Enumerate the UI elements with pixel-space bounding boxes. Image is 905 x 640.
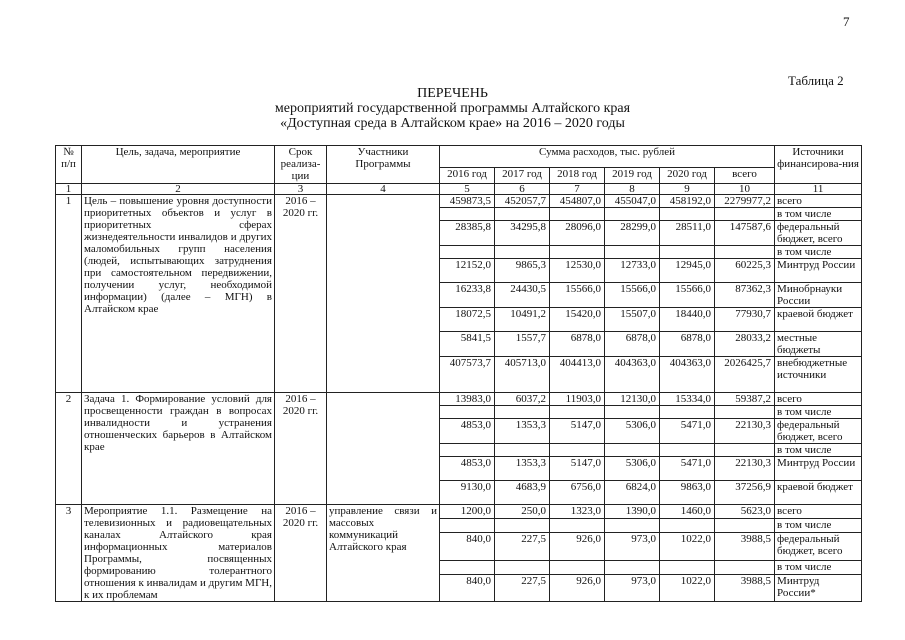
funding-source: краевой бюджет (775, 308, 862, 332)
year-value-cell: 28096,0 (550, 221, 605, 246)
total-cell (715, 560, 775, 574)
total-cell: 22130,3 (715, 457, 775, 481)
funding-source: всего (775, 393, 862, 406)
header-year-2018: 2018 год (550, 168, 605, 184)
year-value-cell (550, 444, 605, 457)
funding-source: Минтруд России (775, 457, 862, 481)
year-value-cell (550, 208, 605, 221)
year-value-cell: 1022,0 (660, 574, 715, 601)
year-value-cell: 5306,0 (605, 419, 660, 444)
funding-source: в том числе (775, 560, 862, 574)
total-cell: 147587,6 (715, 221, 775, 246)
term-text: 2016 – 2020 гг. (275, 393, 327, 505)
year-value-cell: 5306,0 (605, 457, 660, 481)
year-value-cell (495, 208, 550, 221)
year-value-cell: 973,0 (605, 574, 660, 601)
column-number-8: 8 (605, 184, 660, 195)
funding-source: Минтруд России (775, 259, 862, 283)
header-year-2020: 2020 год (660, 168, 715, 184)
table-label: Таблица 2 (788, 73, 844, 88)
column-number-4: 4 (327, 184, 440, 195)
year-value-cell: 1323,0 (550, 505, 605, 519)
year-value-cell: 6037,2 (495, 393, 550, 406)
goal-text: Цель – повышение уровня доступности приоритетных объектов и услуг в приоритетных сферах жизнедеятельности инвалидов и других маломобильных групп населения (людей, испытывающих затруднения при самостоятельном передвижении, получении услуг, необходимой информации) (далее – МГН) в Алтайском крае (82, 195, 275, 393)
funding-source: всего (775, 195, 862, 208)
doc-subtitle-line2: «Доступная среда в Алтайском крае» на 2016 – 2020 годы (280, 116, 625, 131)
year-value-cell (440, 406, 495, 419)
year-value-cell: 404363,0 (660, 357, 715, 393)
year-value-cell (660, 560, 715, 574)
column-number-9: 9 (660, 184, 715, 195)
year-value-cell: 5471,0 (660, 419, 715, 444)
year-value-cell: 458192,0 (660, 195, 715, 208)
column-number-11: 11 (775, 184, 862, 195)
year-value-cell (605, 406, 660, 419)
year-value-cell: 34295,8 (495, 221, 550, 246)
total-cell (715, 444, 775, 457)
year-value-cell: 28511,0 (660, 221, 715, 246)
year-value-cell: 28299,0 (605, 221, 660, 246)
year-value-cell: 1353,3 (495, 419, 550, 444)
term-text: 2016 – 2020 гг. (275, 505, 327, 602)
year-value-cell: 12152,0 (440, 259, 495, 283)
year-value-cell: 1200,0 (440, 505, 495, 519)
total-cell: 87362,3 (715, 283, 775, 308)
year-value-cell: 6756,0 (550, 481, 605, 505)
year-value-cell: 11903,0 (550, 393, 605, 406)
year-value-cell (660, 208, 715, 221)
year-value-cell: 926,0 (550, 533, 605, 560)
year-value-cell (605, 246, 660, 259)
header-sources: Источники финансирова-ния (775, 146, 862, 184)
year-value-cell: 459873,5 (440, 195, 495, 208)
year-value-cell: 15507,0 (605, 308, 660, 332)
row-number: 3 (56, 505, 82, 602)
year-value-cell (660, 246, 715, 259)
year-value-cell: 250,0 (495, 505, 550, 519)
year-value-cell: 6878,0 (605, 332, 660, 357)
header-sum: Сумма расходов, тыс. рублей (440, 146, 775, 168)
year-value-cell: 18072,5 (440, 308, 495, 332)
measures-table (55, 145, 862, 602)
total-cell: 3988,5 (715, 574, 775, 601)
year-value-cell (550, 560, 605, 574)
year-value-cell (495, 406, 550, 419)
year-value-cell (495, 444, 550, 457)
participants-text: управление связи и массовых коммуникаций Алтайского края (327, 505, 440, 602)
year-value-cell: 452057,7 (495, 195, 550, 208)
funding-source: краевой бюджет (775, 481, 862, 505)
year-value-cell (660, 519, 715, 533)
doc-subtitle-line1: мероприятий государственной программы Алтайского края (274, 101, 631, 116)
year-value-cell (660, 444, 715, 457)
year-value-cell (550, 246, 605, 259)
year-value-cell (605, 208, 660, 221)
year-value-cell: 5841,5 (440, 332, 495, 357)
year-value-cell: 12130,0 (605, 393, 660, 406)
year-value-cell: 227,5 (495, 574, 550, 601)
year-value-cell: 18440,0 (660, 308, 715, 332)
total-cell: 2279977,2 (715, 195, 775, 208)
total-cell: 2026425,7 (715, 357, 775, 393)
year-value-cell (440, 444, 495, 457)
funding-source: внебюджетные источники (775, 357, 862, 393)
year-value-cell: 1390,0 (605, 505, 660, 519)
header-term: Срок реализа-ции (275, 146, 327, 184)
funding-source: федеральный бюджет, всего (775, 533, 862, 560)
header-year-2019: 2019 год (605, 168, 660, 184)
year-value-cell: 9130,0 (440, 481, 495, 505)
year-value-cell: 407573,7 (440, 357, 495, 393)
header-year-2017: 2017 год (495, 168, 550, 184)
year-value-cell (440, 208, 495, 221)
year-value-cell (605, 519, 660, 533)
page-number: 7 (843, 14, 850, 29)
year-value-cell: 10491,2 (495, 308, 550, 332)
total-cell (715, 406, 775, 419)
year-value-cell: 1022,0 (660, 533, 715, 560)
header-num: № п/п (56, 146, 82, 184)
header-participants: Участники Программы (327, 146, 440, 184)
column-number-10: 10 (715, 184, 775, 195)
funding-source: федеральный бюджет, всего (775, 221, 862, 246)
funding-source: местные бюджеты (775, 332, 862, 357)
funding-source: федеральный бюджет, всего (775, 419, 862, 444)
funding-source: Минтруд России* (775, 574, 862, 601)
year-value-cell (605, 560, 660, 574)
year-value-cell (440, 246, 495, 259)
total-cell: 37256,9 (715, 481, 775, 505)
total-cell (715, 246, 775, 259)
year-value-cell: 973,0 (605, 533, 660, 560)
total-cell: 28033,2 (715, 332, 775, 357)
year-value-cell: 12530,0 (550, 259, 605, 283)
year-value-cell: 6878,0 (550, 332, 605, 357)
year-value-cell (660, 406, 715, 419)
year-value-cell (495, 519, 550, 533)
year-value-cell: 12945,0 (660, 259, 715, 283)
year-value-cell: 454807,0 (550, 195, 605, 208)
year-value-cell: 15566,0 (550, 283, 605, 308)
year-value-cell: 227,5 (495, 533, 550, 560)
term-text: 2016 – 2020 гг. (275, 195, 327, 393)
funding-source: в том числе (775, 246, 862, 259)
year-value-cell: 404363,0 (605, 357, 660, 393)
year-value-cell: 5147,0 (550, 419, 605, 444)
funding-source: в том числе (775, 444, 862, 457)
header-total: всего (715, 168, 775, 184)
row-number: 1 (56, 195, 82, 393)
funding-source: в том числе (775, 519, 862, 533)
table-row (56, 505, 862, 519)
year-value-cell (440, 519, 495, 533)
total-cell: 3988,5 (715, 533, 775, 560)
column-number-5: 5 (440, 184, 495, 195)
year-value-cell: 9865,3 (495, 259, 550, 283)
year-value-cell: 4683,9 (495, 481, 550, 505)
year-value-cell: 15334,0 (660, 393, 715, 406)
year-value-cell (495, 560, 550, 574)
total-cell: 22130,3 (715, 419, 775, 444)
year-value-cell: 6824,0 (605, 481, 660, 505)
participants-text (327, 393, 440, 505)
year-value-cell: 1460,0 (660, 505, 715, 519)
year-value-cell: 1557,7 (495, 332, 550, 357)
year-value-cell (440, 560, 495, 574)
year-value-cell: 455047,0 (605, 195, 660, 208)
year-value-cell: 15420,0 (550, 308, 605, 332)
year-value-cell: 4853,0 (440, 419, 495, 444)
header-goal: Цель, задача, мероприятие (82, 146, 275, 184)
column-number-6: 6 (495, 184, 550, 195)
year-value-cell: 4853,0 (440, 457, 495, 481)
goal-text: Задача 1. Формирование условий для просвещенности граждан в вопросах инвалидности и устранения отношенческих барьеров в Алтайском крае (82, 393, 275, 505)
participants-text (327, 195, 440, 393)
column-number-3: 3 (275, 184, 327, 195)
year-value-cell: 24430,5 (495, 283, 550, 308)
year-value-cell: 5147,0 (550, 457, 605, 481)
year-value-cell: 840,0 (440, 533, 495, 560)
year-value-cell: 405713,0 (495, 357, 550, 393)
year-value-cell: 404413,0 (550, 357, 605, 393)
funding-source: в том числе (775, 208, 862, 221)
row-number: 2 (56, 393, 82, 505)
year-value-cell (605, 444, 660, 457)
year-value-cell: 9863,0 (660, 481, 715, 505)
total-cell (715, 519, 775, 533)
year-value-cell: 1353,3 (495, 457, 550, 481)
year-value-cell: 6878,0 (660, 332, 715, 357)
column-number-1: 1 (56, 184, 82, 195)
funding-source: в том числе (775, 406, 862, 419)
total-cell (715, 208, 775, 221)
goal-text: Мероприятие 1.1. Размещение на телевизионных и радиовещательных каналах Алтайского края информационных материалов Программы, посвященных формированию толерантного отношения к инвалидам и другим МГН, к их проблемам (82, 505, 275, 602)
table-row (56, 393, 862, 406)
year-value-cell: 15566,0 (660, 283, 715, 308)
total-cell: 60225,3 (715, 259, 775, 283)
year-value-cell: 28385,8 (440, 221, 495, 246)
year-value-cell (550, 406, 605, 419)
table-row (56, 195, 862, 208)
year-value-cell: 13983,0 (440, 393, 495, 406)
year-value-cell (495, 246, 550, 259)
year-value-cell: 16233,8 (440, 283, 495, 308)
year-value-cell: 15566,0 (605, 283, 660, 308)
total-cell: 5623,0 (715, 505, 775, 519)
year-value-cell: 926,0 (550, 574, 605, 601)
column-number-2: 2 (82, 184, 275, 195)
header-year-2016: 2016 год (440, 168, 495, 184)
total-cell: 77930,7 (715, 308, 775, 332)
year-value-cell: 5471,0 (660, 457, 715, 481)
funding-source: всего (775, 505, 862, 519)
doc-title: ПЕРЕЧЕНЬ (417, 86, 488, 101)
column-number-7: 7 (550, 184, 605, 195)
year-value-cell (550, 519, 605, 533)
year-value-cell: 12733,0 (605, 259, 660, 283)
year-value-cell: 840,0 (440, 574, 495, 601)
funding-source: Минобрнауки России (775, 283, 862, 308)
total-cell: 59387,2 (715, 393, 775, 406)
